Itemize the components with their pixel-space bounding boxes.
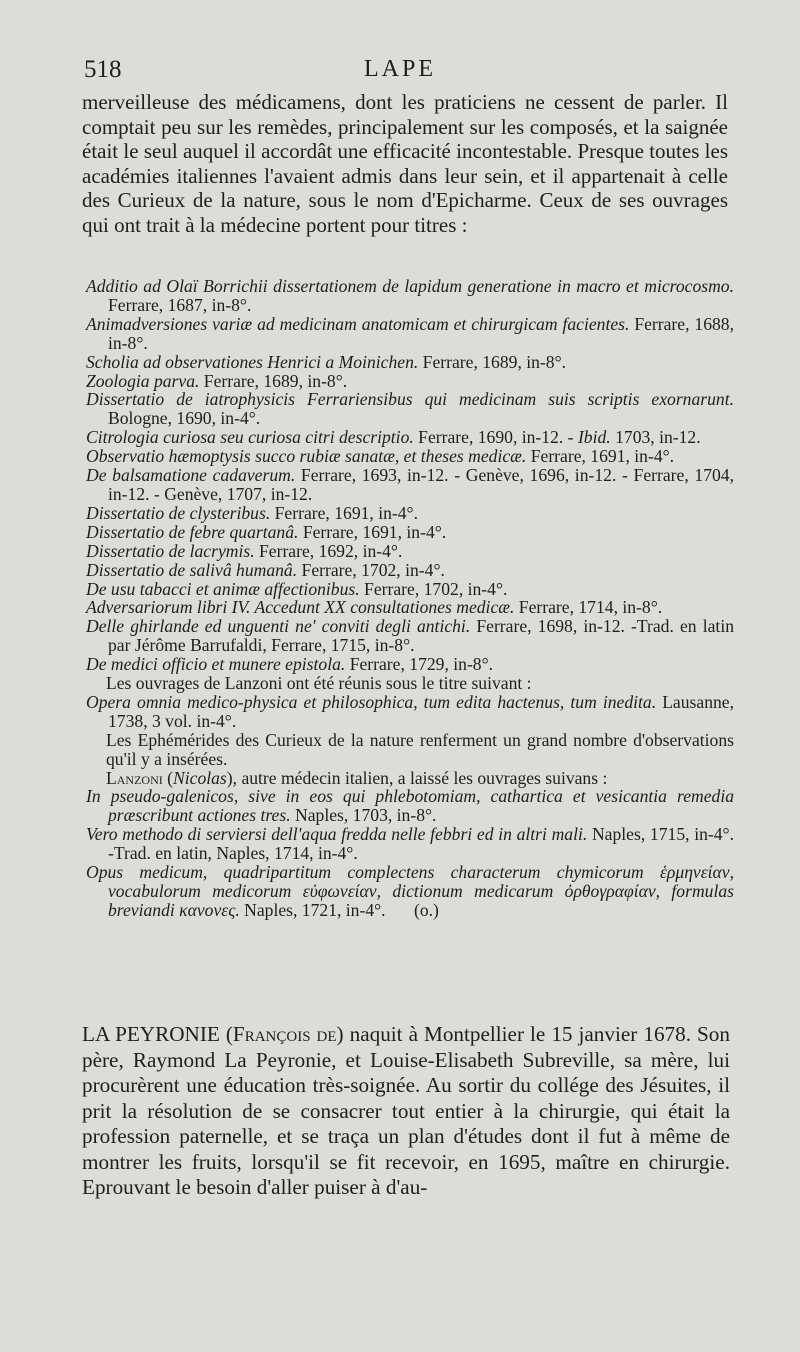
person-name: Lanzoni [106, 767, 163, 788]
collected-work-entry [86, 693, 734, 731]
work-title: De usu tabacci et animæ affectionibus. [86, 578, 360, 599]
work-details: Ferrare, 1691, in-4°. [302, 521, 447, 542]
work-details: Ferrare, 1692, in-4°. [259, 540, 403, 561]
work-title: Additio ad Olaï Borrichii dissertationem de lapidum generatione in macro et microcosmo. [86, 276, 734, 296]
work-title: In pseudo-galenicos, sive in eos qui phlebotomiam, cathartica et vesicantia remedia præscribunt actiones tres. [86, 786, 734, 826]
work-details: Lausanne, 1738, 3 vol. in-4°. [108, 691, 734, 731]
work-title: Citrologia curiosa seu curiosa citri descriptio. [86, 427, 414, 448]
work-entry [86, 542, 734, 561]
work-details: Ferrare, 1702, in-4°. [364, 578, 508, 599]
work-title: Observatio hæmoptysis succo rubiæ sanatæ, et theses medicæ. [86, 446, 527, 467]
work-title: Opera omnia medico-physica et philosophica, tum edita hactenus, tum inedita. [86, 691, 657, 712]
la-peyronie-paragraph: LA PEYRONIE (François de) naquit à Montpellier le 15 janvier 1678. Son père, Raymond La Peyronie, et Louise-Elisabeth Subreville, sa mère, lui procurèrent une éducation très-soignée. Au sortir du collége des Jésuites, il prit la résolution de se consacrer tout entier à la chirurgie, qui était la profession paternelle, et se traça un plan d'études dont il fut à même de montrer les fruits, lorsqu'il se fit recevoir, en 1695, maître en chirurgie. Eprouvant le besoin d'aller puiser à d'au- [82, 1022, 730, 1199]
work-entry [86, 390, 734, 428]
ephemerides-note: Les Ephémérides des Curieux de la nature renferment un grand nombre d'observations qu'il y a insérées. [106, 729, 734, 769]
work-entry [86, 372, 734, 391]
work-details: Ferrare, 1689, in-8°. [422, 351, 567, 372]
work-details: Ferrare, 1729, in-8°. [349, 654, 494, 675]
work-entry [86, 655, 734, 674]
work-title: Dissertatio de clysteribus. [86, 502, 271, 523]
work-entry [86, 598, 734, 617]
work-title: De medici officio et munere epistola. [86, 654, 346, 675]
work-entry [86, 863, 734, 920]
works-list [86, 277, 734, 674]
work-details: Naples, 1715, in-4°. -Trad. en latin, Naples, 1714, in-4°. [108, 824, 734, 864]
work-title: Vero methodo di serviersi dell'aqua fredda nelle febbri ed in altri mali. [86, 824, 588, 845]
entry-first-name: François de [232, 1022, 337, 1046]
work-title: Zoologia parva. [86, 370, 200, 391]
page-header [84, 56, 732, 90]
work-entry [86, 315, 734, 353]
work-entry [86, 617, 734, 655]
work-details: Ferrare, 1688, in-8°. [108, 313, 734, 353]
lanzoni-nicolas-intro: Lanzoni (Nicolas), autre médecin italien, a laissé les ouvrages suivans : [106, 767, 608, 788]
work-entry [86, 466, 734, 504]
work-title: Delle ghirlande ed unguenti ne' conviti degli antichi. [86, 616, 471, 637]
person-text: , autre médecin italien, a laissé les ouvrages suivans : [232, 767, 608, 788]
bibliography [86, 277, 734, 920]
work-title: Dissertatio de lacrymis. [86, 540, 255, 561]
work-details: Ferrare, 1698, in-12. -Trad. en latin par Jérôme Barrufaldi, Ferrare, 1715, in-8°. [108, 616, 734, 656]
intro-paragraph: merveilleuse des médicamens, dont les praticiens ne cessent de parler. Il comptait peu sur les remèdes, principalement sur les composés, et la saignée était le seul auquel il accordât une efficacité incontestable. Presque toutes les académies italiennes l'avaient admis dans leur sein, et il appartenait à celle des Curieux de la nature, sous le nom d'Epicharme. Ceux de ses ouvrages qui ont trait à la médecine portent pour titres : [82, 90, 728, 237]
work-title: Animadversiones variæ ad medicinam anatomicam et chirurgicam facientes. [86, 313, 630, 334]
work-details: Ferrare, 1690, in-12. - [418, 427, 574, 448]
work-details: Ferrare, 1714, in-8°. [518, 597, 663, 618]
work-details: Ferrare, 1691, in-4°. [530, 446, 675, 467]
work-details: Naples, 1721, in-4°. [244, 899, 386, 920]
work-entry [86, 277, 734, 315]
work-details: Ferrare, 1693, in-12. - Genève, 1696, in-12. - Ferrare, 1704, in-12. - Genève, 1707, in-12. [108, 465, 734, 504]
work-entry [86, 353, 734, 372]
work-entry [86, 428, 734, 447]
work-title: Opus medicum, quadripartitum complectens characterum chymicorum ἑρμηνείαν, vocabulorum medicorum εὐφωνείαν, dictionum medicarum ὀρθογραφίαν, formulas breviandi κανονες. [86, 862, 734, 920]
work-details: Ferrare, 1687, in-8°. [108, 294, 252, 315]
work-details: Ferrare, 1691, in-4°. [274, 502, 418, 523]
work-details: Naples, 1703, in-8°. [295, 805, 437, 826]
work-title: Adversariorum libri IV. Accedunt XX consultationes medicæ. [86, 597, 515, 618]
work-entry [86, 787, 734, 825]
work-entry [86, 447, 734, 466]
entry-text: naquit à Montpellier le 15 janvier 1678. Son père, Raymond La Peyronie, et Louise-Elisabeth Subreville, sa mère, lui procurèrent une éducation très-soignée. Au sortir du collége des Jésuites, il prit la résolution de se consacrer tout entier à la chirurgie, qui était la profession paternelle, et se traça un plan d'études dont il fut à même de montrer les fruits, lorsqu'il se fit recevoir, en 1695, maître en chirurgie. Eprouvant le besoin d'aller puiser à d'au- [82, 1022, 730, 1199]
work-title-ibid: Ibid. [577, 427, 611, 448]
work-entry [86, 580, 734, 599]
work-title: De balsamatione cadaverum. [86, 465, 296, 486]
work-entry [86, 825, 734, 863]
person-first-name: Nicolas [173, 767, 227, 788]
author-signature: (o.) [413, 899, 439, 920]
entry-name: LA PEYRONIE [82, 1022, 220, 1046]
work-entry [86, 504, 734, 523]
work-title: Scholia ad observationes Henrici a Moinichen. [86, 351, 419, 372]
work-details: Ferrare, 1689, in-8°. [203, 370, 348, 391]
work-details-ibid: 1703, in-12. [615, 427, 701, 448]
page-number: 518 [84, 56, 122, 83]
work-entry [86, 523, 734, 542]
work-details: Bologne, 1690, in-4°. [108, 408, 261, 429]
work-title: Dissertatio de febre quartanâ. [86, 521, 299, 542]
work-title: Dissertatio de iatrophysicis Ferrariensibus qui medicinam suis scriptis exornarunt. [86, 389, 734, 410]
work-title: Dissertatio de salivâ humanâ. [86, 559, 298, 580]
work-details: Ferrare, 1702, in-4°. [301, 559, 445, 580]
running-head: LAPE [364, 56, 436, 82]
collected-works-note: Les ouvrages de Lanzoni ont été réunis sous le titre suivant : [106, 673, 532, 694]
work-entry [86, 561, 734, 580]
la-peyronie-entry [82, 1022, 730, 1201]
intro-paragraph-block [82, 90, 728, 238]
